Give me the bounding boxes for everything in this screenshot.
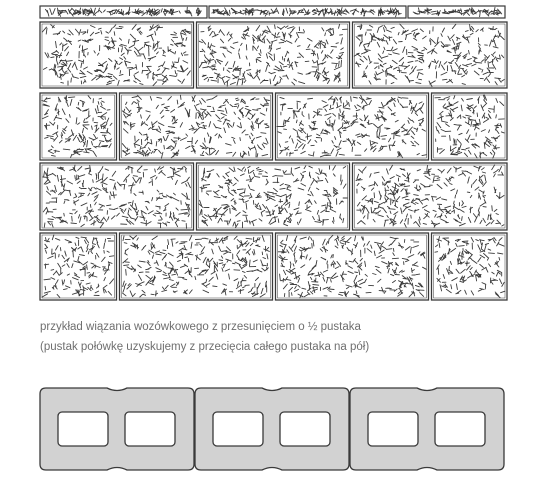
full-block — [353, 163, 508, 230]
caption-line-2: (pustak połówkę uzyskujemy z przecięcia całego pustaka na pół) — [40, 341, 370, 353]
block-hole — [213, 412, 263, 446]
full-block — [197, 22, 350, 88]
wall-course — [40, 22, 507, 88]
full-block — [120, 93, 273, 160]
half-block — [40, 93, 117, 160]
cap-segment — [209, 6, 406, 18]
block-hole — [58, 412, 108, 446]
full-block — [353, 22, 508, 88]
hollow-block — [350, 388, 504, 470]
hollow-block-cross-section — [0, 380, 550, 480]
block-hole — [368, 412, 418, 446]
half-block — [432, 93, 508, 160]
hollow-block — [40, 388, 194, 470]
full-block — [197, 163, 350, 230]
wall-course — [40, 93, 507, 160]
half-block — [40, 233, 117, 300]
hollow-block — [195, 388, 349, 470]
block-hole — [125, 412, 175, 446]
full-block — [276, 93, 429, 160]
half-block — [432, 233, 508, 300]
full-block — [120, 233, 273, 300]
wall-course — [40, 233, 507, 300]
wall-top-cap — [40, 6, 505, 18]
wall-course — [40, 163, 507, 230]
full-block — [276, 233, 429, 300]
block-hole — [280, 412, 330, 446]
full-block — [40, 163, 194, 230]
caption-line-1: przykład wiązania wozówkowego z przesunięciem o ½ pustaka — [40, 321, 361, 333]
cap-segment — [40, 6, 207, 18]
block-hole — [435, 412, 485, 446]
full-block — [40, 22, 194, 88]
cap-segment — [408, 6, 505, 18]
